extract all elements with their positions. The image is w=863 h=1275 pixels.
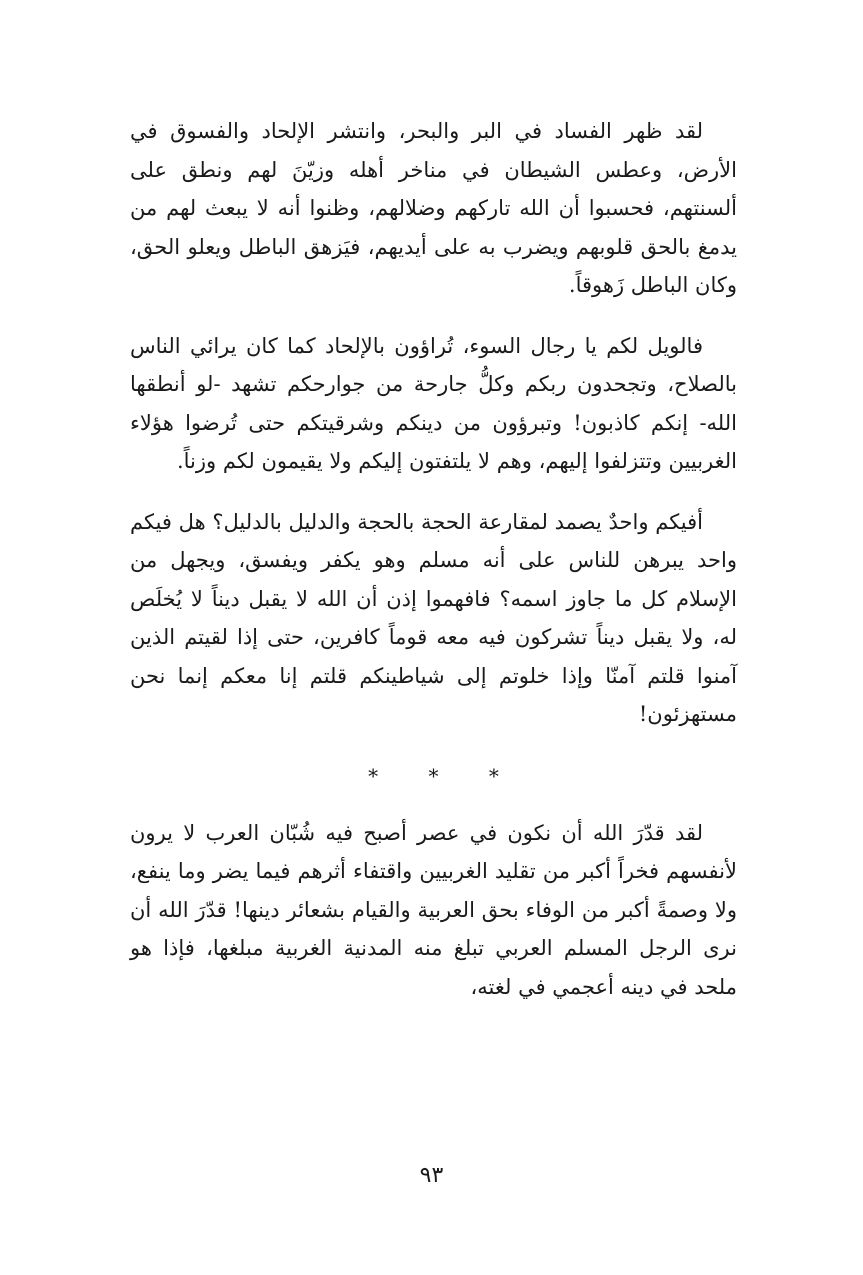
page-number: ٩٣ xyxy=(419,1163,444,1188)
paragraph-1: لقد ظهر الفساد في البر والبحر، وانتشر الإلحاد والفسوق في الأرض، وعطس الشيطان في مناخر أهله وزيّنَ لهم ونطق على ألسنتهم، فحسبوا أن الله تاركهم وضلالهم، وظنوا أنه لا يبعث لهم من يدمغ بالحق قلوبهم ويضرب به على أيديهم، فيَزهق الباطل ويعلو الحق، وكان الباطل زَهوقاً. xyxy=(130,119,737,297)
section-separator: * * * xyxy=(368,763,521,788)
paragraph-4: لقد قدّرَ الله أن نكون في عصر أصبح فيه شُبّان العرب لا يرون لأنفسهم فخراً أكبر من تقليد الغربيين واقتفاء أثرهم فيما يضر وما ينفع، ولا وصمةً أكبر من الوفاء بحق العربية والقيام بشعائر دينها! قدّرَ الله أن نرى الرجل المسلم العربي تبلغ منه المدنية الغربية مبلغها، فإذا هو ملحد في دينه أعجمي في لغته، xyxy=(130,820,737,999)
paragraph-2: فالويل لكم يا رجال السوء، تُراؤون بالإلحاد كما كان يرائي الناس بالصلاح، وتجحدون ربكم وكلُّ جارحة من جوارحكم تشهد -لو أنطقها الله- إنكم كاذبون! وتبرؤون من دينكم وشرقيتكم حتى تُرضوا هؤلاء الغربيين وتتزلفوا إليهم، وهم لا يلتفتون إليكم ولا يقيمون لكم وزناً. xyxy=(130,333,737,473)
paragraph-3: أفيكم واحدٌ يصمد لمقارعة الحجة بالحجة والدليل بالدليل؟ هل فيكم واحد يبرهن للناس على أنه مسلم وهو يكفر ويفسق، ويجهل من الإسلام كل ما جاوز اسمه؟ فافهموا إذن أن الله لا يقبل ديناً لا يُخلَص له، ولا يقبل ديناً تشركون فيه معه قوماً كافرين، حتى إذا لقيتم الذين آمنوا قلتم آمنّا وإذا خلوتم إلى شياطينكم قلتم إنا معكم إنما نحن مستهزئون! xyxy=(130,509,737,726)
page-body xyxy=(130,112,737,1028)
